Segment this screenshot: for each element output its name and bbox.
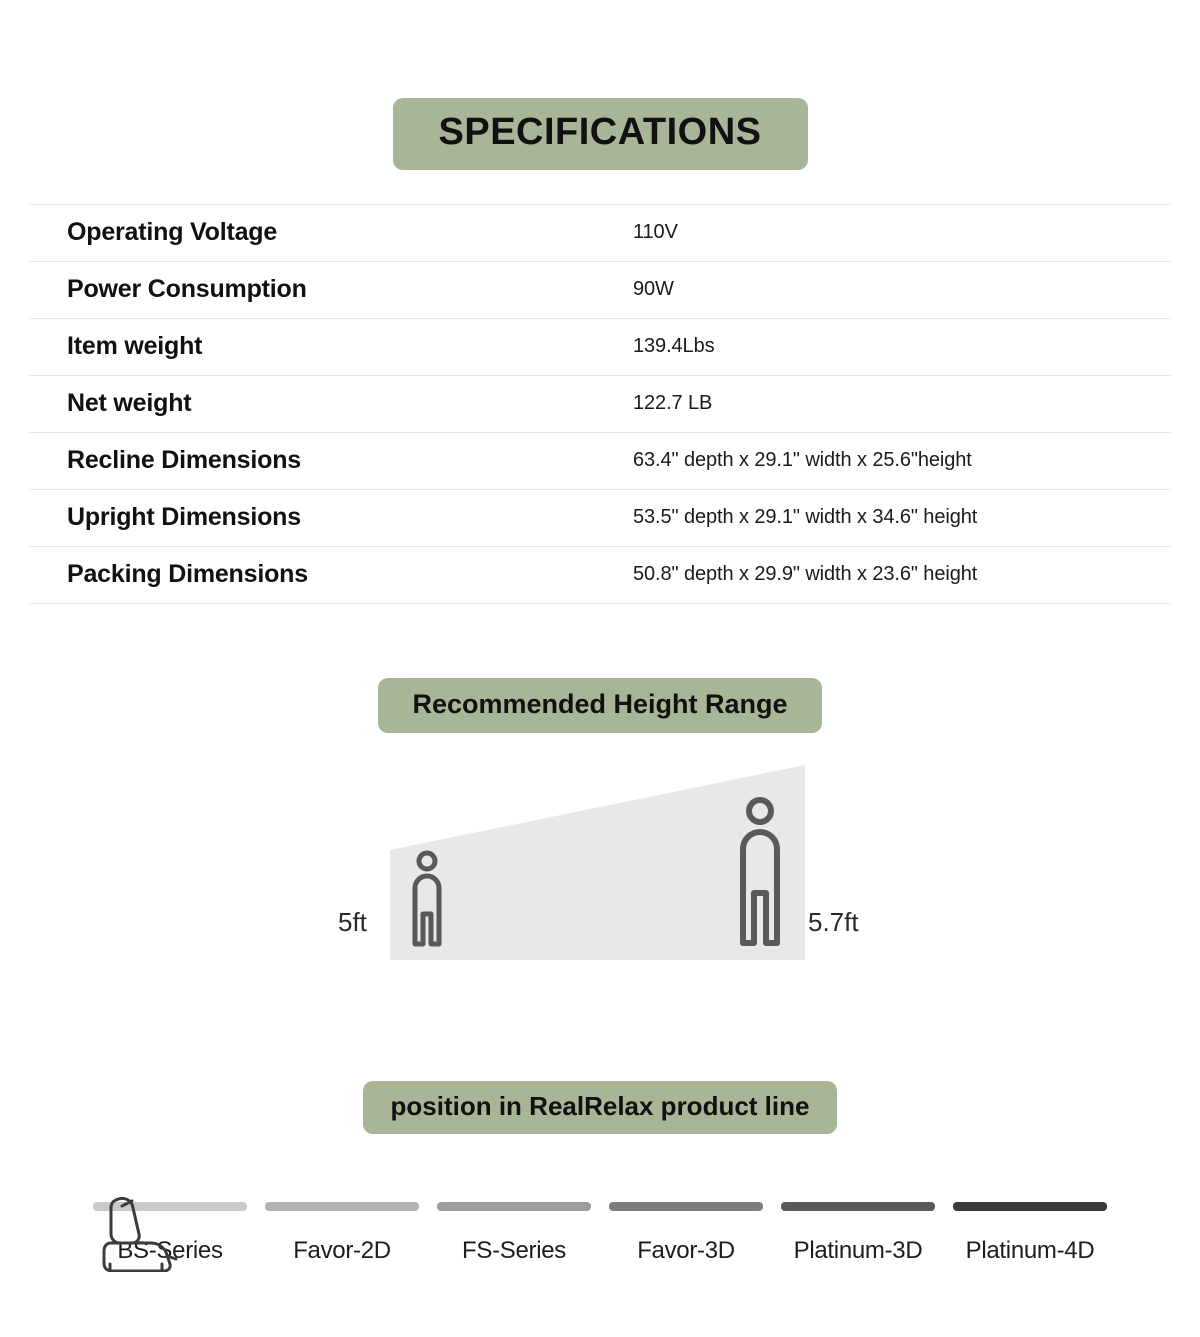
product-label: FS-Series: [462, 1237, 566, 1265]
spec-label: Net weight: [67, 388, 192, 417]
spec-value: 110V: [633, 220, 678, 243]
table-row: [29, 261, 1171, 318]
product-label: Platinum-4D: [965, 1237, 1095, 1265]
page-title: SPECIFICATIONS: [393, 98, 808, 170]
massage-chair-icon: [92, 1194, 188, 1277]
spec-value: 90W: [633, 277, 674, 300]
product-label: Favor-3D: [637, 1237, 735, 1265]
product-line-title: position in RealRelax product line: [363, 1081, 838, 1134]
spec-label: Operating Voltage: [67, 217, 278, 246]
table-row: [29, 204, 1171, 261]
spec-label: Power Consumption: [67, 274, 307, 303]
spec-label: Upright Dimensions: [67, 502, 301, 531]
spec-label: Item weight: [67, 331, 203, 360]
min-height-label: 5ft: [338, 907, 367, 938]
product-line-title-row: [0, 985, 1200, 1134]
list-item: [772, 1202, 944, 1265]
table-row: [29, 432, 1171, 489]
list-item: [256, 1202, 428, 1265]
product-bar: [437, 1202, 591, 1211]
spec-value: 139.4Lbs: [633, 334, 715, 357]
product-bar: [609, 1202, 763, 1211]
product-bar: [781, 1202, 935, 1211]
list-item: [600, 1202, 772, 1265]
table-row: [29, 546, 1171, 603]
product-bar: [953, 1202, 1107, 1211]
spec-value: 53.5" depth x 29.1" width x 34.6" height: [633, 505, 978, 528]
product-bar: [265, 1202, 419, 1211]
table-row: [29, 489, 1171, 546]
product-line-chart: [0, 1202, 1200, 1265]
person-icon: [731, 793, 789, 953]
product-label: Favor-2D: [293, 1237, 391, 1265]
person-icon: [405, 848, 449, 953]
product-label: Platinum-3D: [793, 1237, 923, 1265]
height-range-graphic: [0, 765, 1200, 985]
product-label: BS-Series: [117, 1237, 223, 1265]
spec-label: Packing Dimensions: [67, 559, 308, 588]
spec-label: Recline Dimensions: [67, 445, 301, 474]
table-row: [29, 375, 1171, 432]
list-item: [428, 1202, 600, 1265]
spec-value: 63.4" depth x 29.1" width x 25.6"height: [633, 448, 972, 471]
table-row: [29, 318, 1171, 375]
list-item: [944, 1202, 1116, 1265]
max-height-label: 5.7ft: [808, 907, 859, 938]
spec-value: 122.7 LB: [633, 391, 713, 414]
specifications-table: [29, 204, 1171, 604]
spec-value: 50.8" depth x 29.9" width x 23.6" height: [633, 562, 978, 585]
specifications-title-row: [0, 0, 1200, 170]
height-range-title: Recommended Height Range: [378, 678, 821, 734]
height-range-title-row: [0, 604, 1200, 734]
